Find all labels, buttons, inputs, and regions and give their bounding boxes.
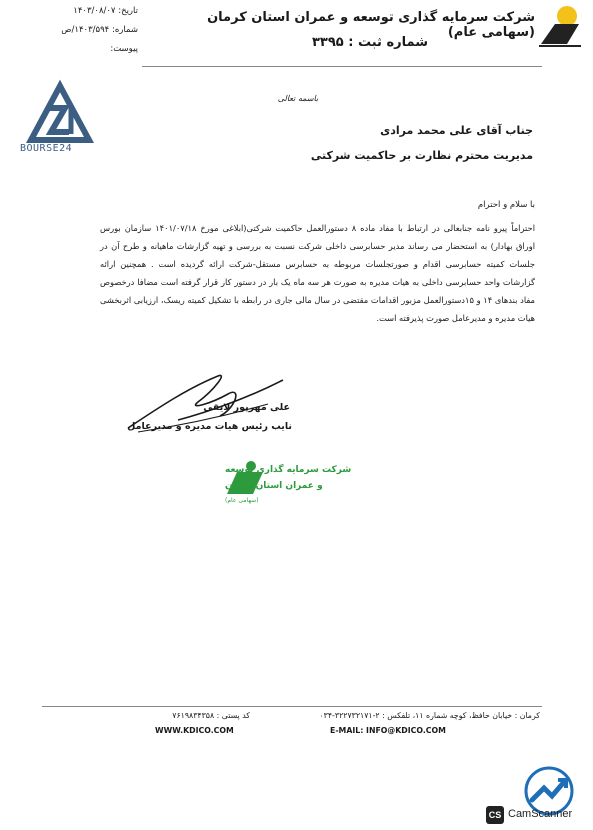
header-divider: [142, 66, 542, 67]
camscanner-mark: CS: [486, 806, 504, 824]
letter-attachment: پیوست:: [110, 44, 138, 54]
footer-email[interactable]: E-MAIL: INFO@KDICO.COM: [330, 726, 446, 735]
signatory-name: علی مهرپور لایقی: [203, 402, 290, 413]
company-name: شرکت سرمایه گذاری توسعه و عمران استان کرمان (سهامی عام): [207, 10, 535, 40]
letter-date: تاریخ: ۱۴۰۳/۰۸/۰۷: [73, 6, 138, 16]
stamp-line-1: شرکت سرمایه گذاری توسعه: [225, 465, 352, 475]
addressee-title: مدیریت محترم نظارت بر حاکمیت شرکتی: [310, 149, 533, 162]
stamp-line-2: و عمران استان کرمان: [225, 481, 323, 491]
footer-address: کرمان : خیابان حافظ، کوچه شماره ۱۱، تلفکس : ۲-۳۲۲۷۳۲۱۷۱-۰۳۴: [319, 711, 540, 720]
addressee-name: جناب آقای علی محمد مرادی: [380, 124, 533, 137]
letter-body: احتراماً پیرو نامه جنابعالی در ارتباط با مفاد ماده ۸ دستورالعمل حاکمیت شرکتی(ابلاغی مورخ ۱۴۰۱/۰۷/۱۸ سازمان بورس اوراق بهادار) به استحضار می رساند مدیر حسابرسی داخلی شرکت نسبت به بررسی و تهیه گزارشات ماهیانه و طرح آن در جلسات کمیته حسابرسی اقدام و صورتجلسات مربوطه به حسابرس مستقل-شرکت ارائه گردیده است . همچنین ارائه گزارشات واحد حسابرسی داخلی به هیات مدیره به صورت هر سه ماه یک بار در دستور کار قرار گرفته است مضافا درخصوص مفاد بندهای ۱۴ و ۱۵دستورالعمل مزبور اقدامات مقتضی در سال مالی جاری در رابطه با تشکیل کمیته ریسک، ارزیابی اثربخشی هیات مدیره و مدیرعامل صورت پذیرفته است.: [100, 223, 535, 323]
basmala: باسمه تعالی: [277, 94, 319, 103]
footer-postal-code: کد پستی : ۷۶۱۹۸۳۴۳۵۸: [172, 711, 250, 720]
footer-divider: [42, 706, 542, 707]
letter-number: شماره: ۱۴۰۳/۵۹۴/ص: [61, 25, 138, 35]
company-logo: [537, 4, 583, 48]
signatory-title: نایب رئیس هیات مدیره و مدیرعامل: [127, 421, 292, 432]
registration-number: شماره ثبت : ۳۳۹۵: [311, 35, 428, 50]
greeting: با سلام و احترام: [477, 200, 535, 210]
footer-website[interactable]: WWW.KDICO.COM: [155, 726, 234, 735]
bourse24-logo-icon: [29, 84, 91, 142]
camscanner-label: CamScanner: [508, 808, 573, 820]
bourse24-watermark: BOURSE24: [20, 143, 73, 154]
stamp-line-3: (سهامی عام): [225, 497, 259, 504]
company-stamp: [133, 458, 352, 514]
